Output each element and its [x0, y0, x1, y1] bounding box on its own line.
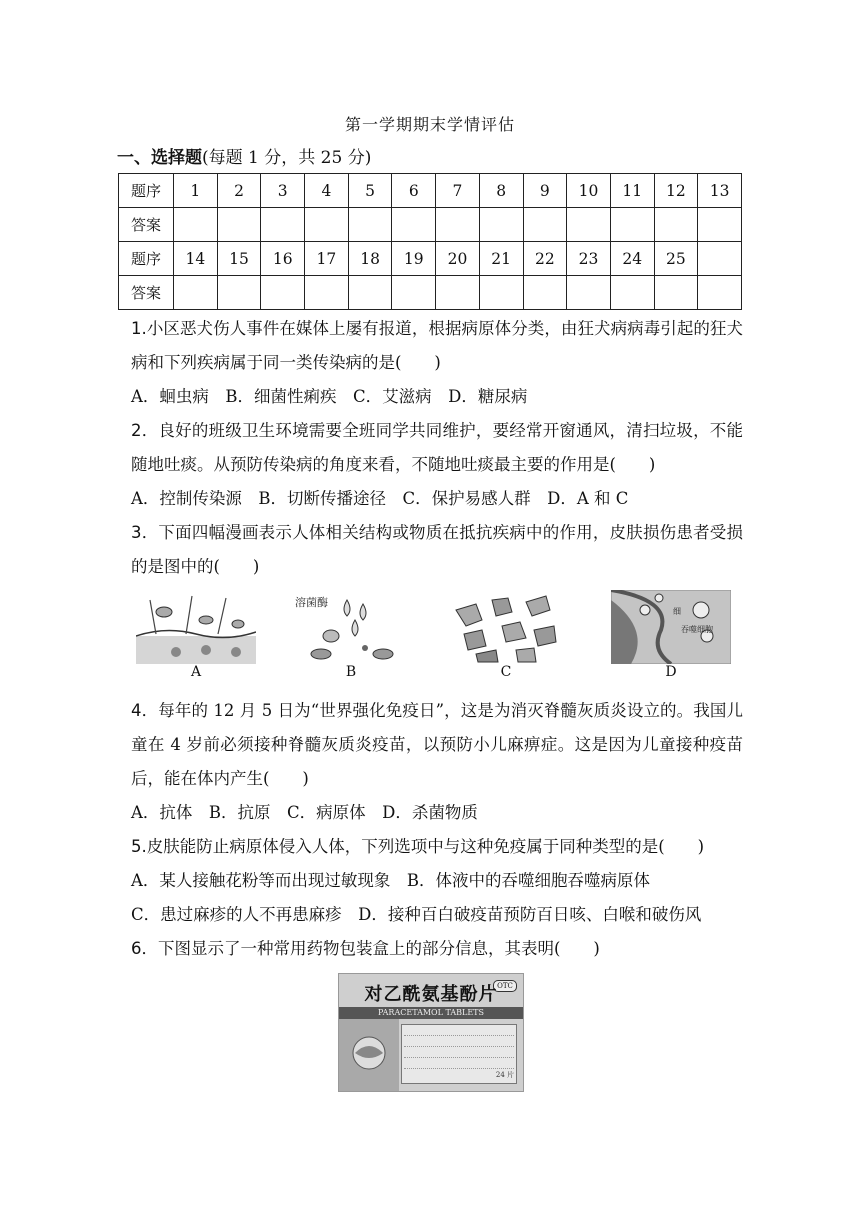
answer-cell[interactable] [479, 208, 523, 242]
row-label: 答案 [119, 208, 174, 242]
table-cell: 21 [479, 242, 523, 276]
answer-cell[interactable] [348, 208, 392, 242]
table-cell: 11 [610, 174, 654, 208]
figure-b-lysozyme [291, 590, 411, 680]
section-note: (每题 1 分，共 25 分) [202, 148, 372, 168]
row-label: 答案 [119, 276, 174, 310]
answer-cell[interactable] [567, 208, 611, 242]
question-3 [131, 516, 743, 584]
answer-cell[interactable] [305, 208, 349, 242]
answer-cell[interactable] [392, 208, 436, 242]
answer-cell[interactable] [654, 208, 698, 242]
answer-cell[interactable] [654, 276, 698, 310]
question-number: 1. [131, 319, 147, 338]
table-cell: 12 [654, 174, 698, 208]
answer-cell[interactable] [436, 276, 480, 310]
answer-cell[interactable] [217, 276, 261, 310]
table-cell: 3 [261, 174, 305, 208]
question-text: 下图显示了一种常用药物包装盒上的部分信息，其表明( ) [158, 939, 600, 958]
table-cell: 10 [567, 174, 611, 208]
answer-cell[interactable] [523, 276, 567, 310]
answer-cell[interactable] [698, 208, 742, 242]
row-label: 题序 [119, 174, 174, 208]
table-cell [698, 242, 742, 276]
question-number: 6． [131, 939, 158, 958]
table-cell: 25 [654, 242, 698, 276]
answer-table [118, 173, 742, 310]
tablet-count: 24 片 [495, 1071, 514, 1079]
table-cell: 5 [348, 174, 392, 208]
answer-cell[interactable] [567, 276, 611, 310]
answer-cell[interactable] [348, 276, 392, 310]
phagocyte-battle-illustration [446, 590, 566, 664]
table-cell: 6 [392, 174, 436, 208]
table-cell: 1 [174, 174, 218, 208]
lysozyme-label: 溶菌酶 [295, 596, 328, 609]
answer-cell[interactable] [392, 276, 436, 310]
medicine-name: 对乙酰氨基酚片 [364, 984, 498, 1005]
table-cell: 15 [217, 242, 261, 276]
phagocyte-label: 吞噬细胞 [681, 625, 713, 634]
table-cell: 18 [348, 242, 392, 276]
medicine-logo-icon [339, 1019, 399, 1091]
table-row [119, 174, 742, 208]
table-cell: 9 [523, 174, 567, 208]
table-cell: 22 [523, 242, 567, 276]
question-number: 3． [131, 523, 159, 542]
table-cell: 8 [479, 174, 523, 208]
medicine-info-panel [401, 1024, 517, 1084]
table-cell: 24 [610, 242, 654, 276]
table-cell: 2 [217, 174, 261, 208]
question-text: 皮肤能防止病原体侵入人体，下列选项中与这种免疫属于同种类型的是( ) [146, 837, 705, 856]
blood-phagocyte-illustration [611, 590, 731, 664]
question-1 [131, 312, 743, 380]
answer-cell[interactable] [610, 208, 654, 242]
question-4-options: A．抗体 B．抗原 C．病原体 D．杀菌物质 [131, 803, 478, 822]
section-heading [117, 143, 371, 168]
table-cell: 7 [436, 174, 480, 208]
answer-cell[interactable] [261, 276, 305, 310]
answer-cell[interactable] [217, 208, 261, 242]
question-text: 每年的 12 月 5 日为“世界强化免疫日”，这是为消灭脊髓灰质炎设立的。我国儿童在 4 岁前必须接种脊髓灰质炎疫苗，以预防小儿麻痹症。这是因为儿童接种疫苗后，能在体内产生( ) [131, 701, 743, 788]
row-label: 题序 [119, 242, 174, 276]
table-row [119, 242, 742, 276]
medicine-logo-panel [339, 1019, 399, 1091]
question-5-options-line2: C．患过麻疹的人不再患麻疹 D．接种百白破疫苗预防百日咳、白喉和破伤风 [131, 905, 702, 924]
answer-cell[interactable] [610, 276, 654, 310]
question-text: 下面四幅漫画表示人体相关结构或物质在抵抗疾病中的作用，皮肤损伤患者受损的是图中的( ) [131, 523, 744, 576]
figure-caption: B [345, 664, 357, 680]
answer-cell[interactable] [305, 276, 349, 310]
table-row [119, 276, 742, 310]
answer-cell[interactable] [479, 276, 523, 310]
table-cell: 16 [261, 242, 305, 276]
question-5-options-line1: A．某人接触花粉等而出现过敏现象 B．体液中的吞噬细胞吞噬病原体 [131, 871, 651, 890]
question-4 [131, 694, 743, 796]
table-cell: 14 [174, 242, 218, 276]
answer-cell[interactable] [174, 208, 218, 242]
answer-cell[interactable] [436, 208, 480, 242]
answer-cell[interactable] [523, 208, 567, 242]
otc-badge: OTC [493, 980, 517, 992]
figure-c-phagocytes [446, 590, 566, 680]
answer-cell[interactable] [174, 276, 218, 310]
page-title: 第一学期期末学情评估 [344, 115, 515, 134]
question-text: 小区恶犬伤人事件在媒体上屡有报道，根据病原体分类，由狂犬病病毒引起的狂犬病和下列疾病属于同一类传染病的是( ) [131, 319, 743, 372]
question-number: 2． [131, 421, 159, 440]
medicine-box-image [338, 973, 524, 1092]
table-row [119, 208, 742, 242]
figure-a-skin [136, 590, 256, 680]
figure-caption: C [500, 664, 512, 680]
section-head-label: 一、选择题 [117, 148, 202, 168]
question-1-options: A．蛔虫病 B．细菌性痢疾 C．艾滋病 D．糖尿病 [131, 387, 528, 406]
table-cell: 13 [698, 174, 742, 208]
question-number: 5. [131, 837, 147, 856]
figure-caption: A [190, 664, 202, 680]
question-6 [131, 932, 743, 966]
table-cell: 23 [567, 242, 611, 276]
table-cell: 4 [305, 174, 349, 208]
table-cell: 20 [436, 242, 480, 276]
medicine-english-name: PARACETAMOL TABLETS [339, 1007, 523, 1019]
question-5 [131, 830, 743, 864]
answer-cell[interactable] [698, 276, 742, 310]
table-cell: 17 [305, 242, 349, 276]
question-number: 4． [131, 701, 159, 720]
lysozyme-illustration [291, 590, 411, 664]
skin-barrier-illustration [136, 590, 256, 664]
question-2 [131, 414, 743, 482]
cell-label: 细 [673, 607, 681, 616]
question-2-options: A．控制传染源 B．切断传播途径 C．保护易感人群 D．A 和 C [131, 489, 629, 508]
table-cell: 19 [392, 242, 436, 276]
figure-caption: D [665, 664, 677, 680]
question-text: 良好的班级卫生环境需要全班同学共同维护，要经常开窗通风，清扫垃圾，不能随地吐痰。从预防传染病的角度来看，不随地吐痰最主要的作用是( ) [131, 421, 744, 474]
figure-d-blood [611, 590, 731, 680]
answer-cell[interactable] [261, 208, 305, 242]
